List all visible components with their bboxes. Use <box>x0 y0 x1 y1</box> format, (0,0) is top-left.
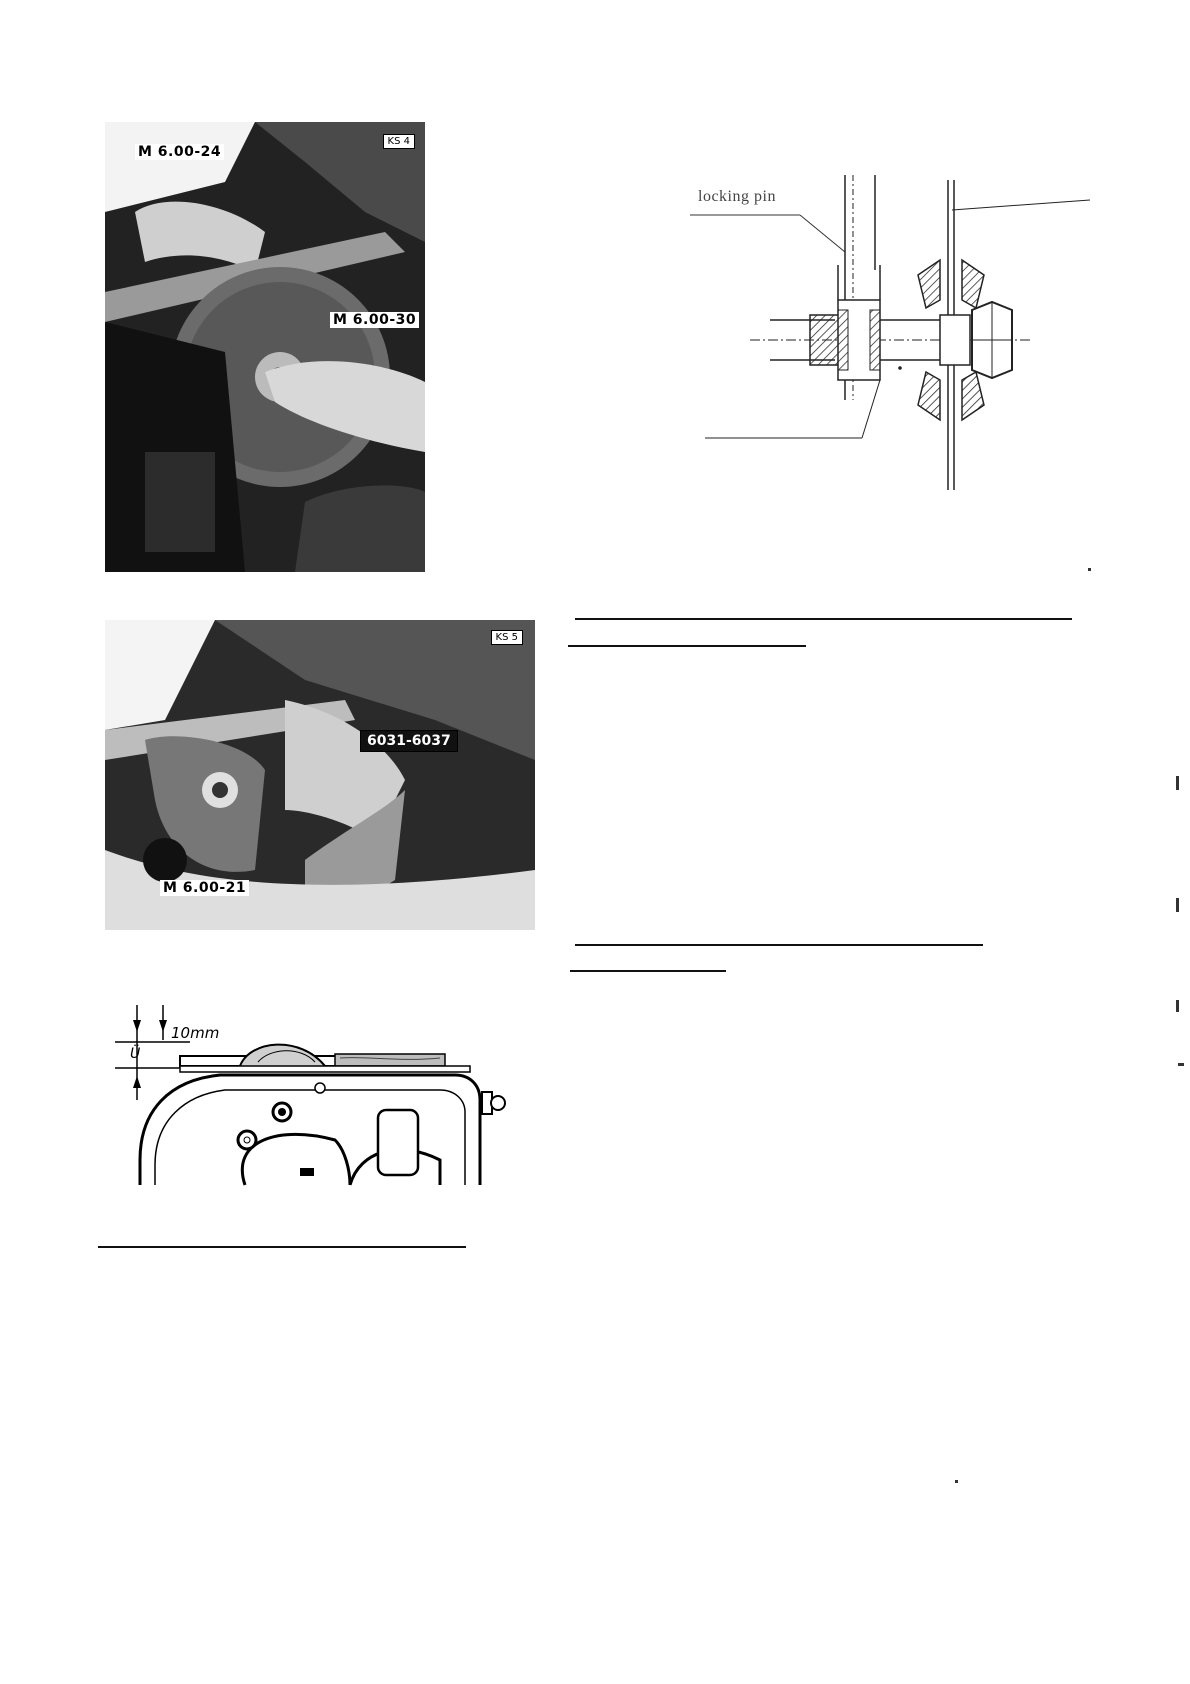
photo-ks5 <box>105 620 535 930</box>
text-rule <box>98 1246 466 1248</box>
part-label-m6-00-24: M 6.00-24 <box>135 144 224 160</box>
text-rule <box>575 618 1072 620</box>
text-rule <box>568 645 806 647</box>
scan-mark <box>955 1480 958 1483</box>
scan-mark <box>1178 1063 1184 1066</box>
dimension-symbol: Ü <box>130 1046 141 1062</box>
scan-mark <box>1176 1000 1179 1012</box>
scan-mark <box>1176 776 1179 790</box>
dimension-label-10mm: 10mm <box>171 1024 220 1042</box>
text-rule <box>570 970 726 972</box>
text-rule <box>575 944 983 946</box>
locking-pin-label: locking pin <box>698 188 776 205</box>
scan-mark <box>1176 898 1179 912</box>
figure-badge-ks5: KS 5 <box>491 630 523 645</box>
part-label-m6-00-30: M 6.00-30 <box>330 312 419 328</box>
photo-ks4 <box>105 122 425 572</box>
tool-label-6031-6037: 6031-6037 <box>360 730 458 752</box>
locking-pin-diagram <box>690 170 1110 510</box>
photo-ks4-illustration <box>105 122 425 572</box>
blade-height-diagram <box>110 1000 510 1195</box>
scan-mark <box>1088 568 1091 571</box>
part-label-m6-00-21: M 6.00-21 <box>160 880 249 896</box>
figure-badge-ks4: KS 4 <box>383 134 415 149</box>
